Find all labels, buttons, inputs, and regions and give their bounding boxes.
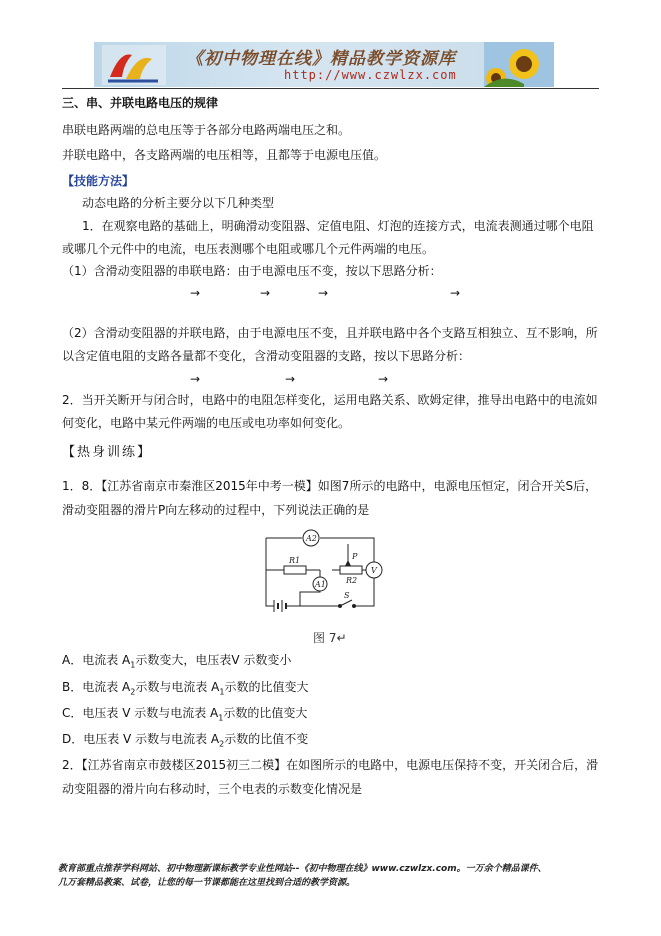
section-title: 三、串、并联电路电压的规律: [62, 96, 219, 110]
site-title: 《初中物理在线》精品教学资源库: [186, 49, 456, 69]
resistor-r1-icon: [284, 566, 306, 574]
rheostat-r2-icon: [340, 566, 362, 574]
label-r2: R2: [346, 576, 358, 585]
site-logo-icon: [102, 45, 166, 85]
flow-arrow: →: [450, 286, 461, 300]
circuit-diagram: [262, 526, 390, 616]
option-a: A．电流表 $A_1$示数变大，电压表V 示数变小: [62, 653, 292, 670]
skills-p2-line1: 2．当开关断开与闭合时，电路中的电阻怎样变化，运用电路关系、欧姆定律，推导出电路中的电流如: [62, 393, 598, 407]
slider-p-icon: [345, 560, 351, 566]
skills-p1-sub2-line1: （2）含滑动变阻器的并联电路，由于电源电压不变，且并联电路中各个支路互相独立、互不影响，所: [62, 326, 598, 340]
flow-arrow: →: [285, 372, 296, 386]
label-v: V: [371, 566, 377, 575]
label-p: P: [352, 552, 358, 561]
option-c: C．电压表 V 示数与电流表 $A_1$示数的比值变大: [62, 706, 308, 723]
skills-p1-sub2-line2: 以含定值电阻的支路各量都不变化，含滑动变阻器的支路，按以下思路分析：: [62, 349, 471, 363]
battery-icon: [274, 600, 300, 612]
rule-parallel: 并联电路中，各支路两端的电压相等，且都等于电源电压值。: [62, 148, 387, 162]
skills-heading: 【技能方法】: [62, 174, 135, 188]
site-url[interactable]: http://www.czwlzx.com: [284, 68, 457, 82]
footer-line1: 教育部重点推荐学科网站、初中物理新课标教学专业性网站--《初中物理在线》www.czwlzx.com。一万余个精品课件、: [58, 864, 547, 874]
skills-intro: 动态电路的分析主要分以下几种类型: [82, 196, 275, 210]
skills-p1-line1: 1．在观察电路的基础上，明确滑动变阻器、定值电阻、灯泡的连接方式，电流表测通过哪个电阻: [82, 219, 594, 233]
q2-line2: 动变阻器的滑片向右移动时，三个电表的示数变化情况是: [62, 782, 363, 796]
skills-p1-line2: 或哪几个元件中的电流，电压表测哪个电阻或哪几个元件两端的电压。: [62, 242, 435, 256]
switch-s-icon: [339, 600, 356, 608]
skills-p2-line2: 何变化，电路中某元件两端的电压或电功率如何变化。: [62, 416, 351, 430]
flow-arrow: →: [190, 286, 201, 300]
header-banner: [94, 42, 554, 87]
warmup-heading: 【热身训练】: [62, 445, 153, 460]
option-b: B．电流表 $A_2$示数与电流表 $A_1$示数的比值变大: [62, 680, 309, 697]
option-d: D．电压表 V 示数与电流表 $A_2$示数的比值不变: [62, 732, 309, 749]
skills-p1-sub1: （1）含滑动变阻器的串联电路：由于电源电压不变，按以下思路分析：: [62, 264, 442, 278]
label-s: S: [344, 591, 350, 600]
flow-arrow: →: [318, 286, 329, 300]
label-r1: R1: [289, 556, 301, 565]
q1-line2: 滑动变阻器的滑片P向左移动的过程中，下列说法正确的是: [62, 503, 370, 517]
footer-line2: 几万套精品教案、试卷，让您的每一节课都能在这里找到合适的教学资源。: [58, 878, 356, 888]
flow-arrow: →: [378, 372, 389, 386]
rule-series: 串联电路两端的总电压等于各部分电路两端电压之和。: [62, 123, 351, 137]
flow-arrow: →: [190, 372, 201, 386]
sunflower-icon: [484, 42, 554, 87]
header-divider: [62, 88, 599, 89]
q2-line1: 2．【江苏省南京市鼓楼区2015初三二模】在如图所示的电路中，电源电压保持不变，开关闭合后，滑: [62, 758, 599, 772]
label-a1: A1: [315, 580, 326, 589]
label-a2: A2: [306, 534, 317, 543]
q1-line1: 1．8．【江苏省南京市秦淮区2015年中考一模】如图7所示的电路中，电源电压恒定，闭合开关S后，: [62, 479, 598, 493]
flow-arrow: →: [260, 286, 271, 300]
figure-caption: 图 7↵: [313, 631, 347, 645]
